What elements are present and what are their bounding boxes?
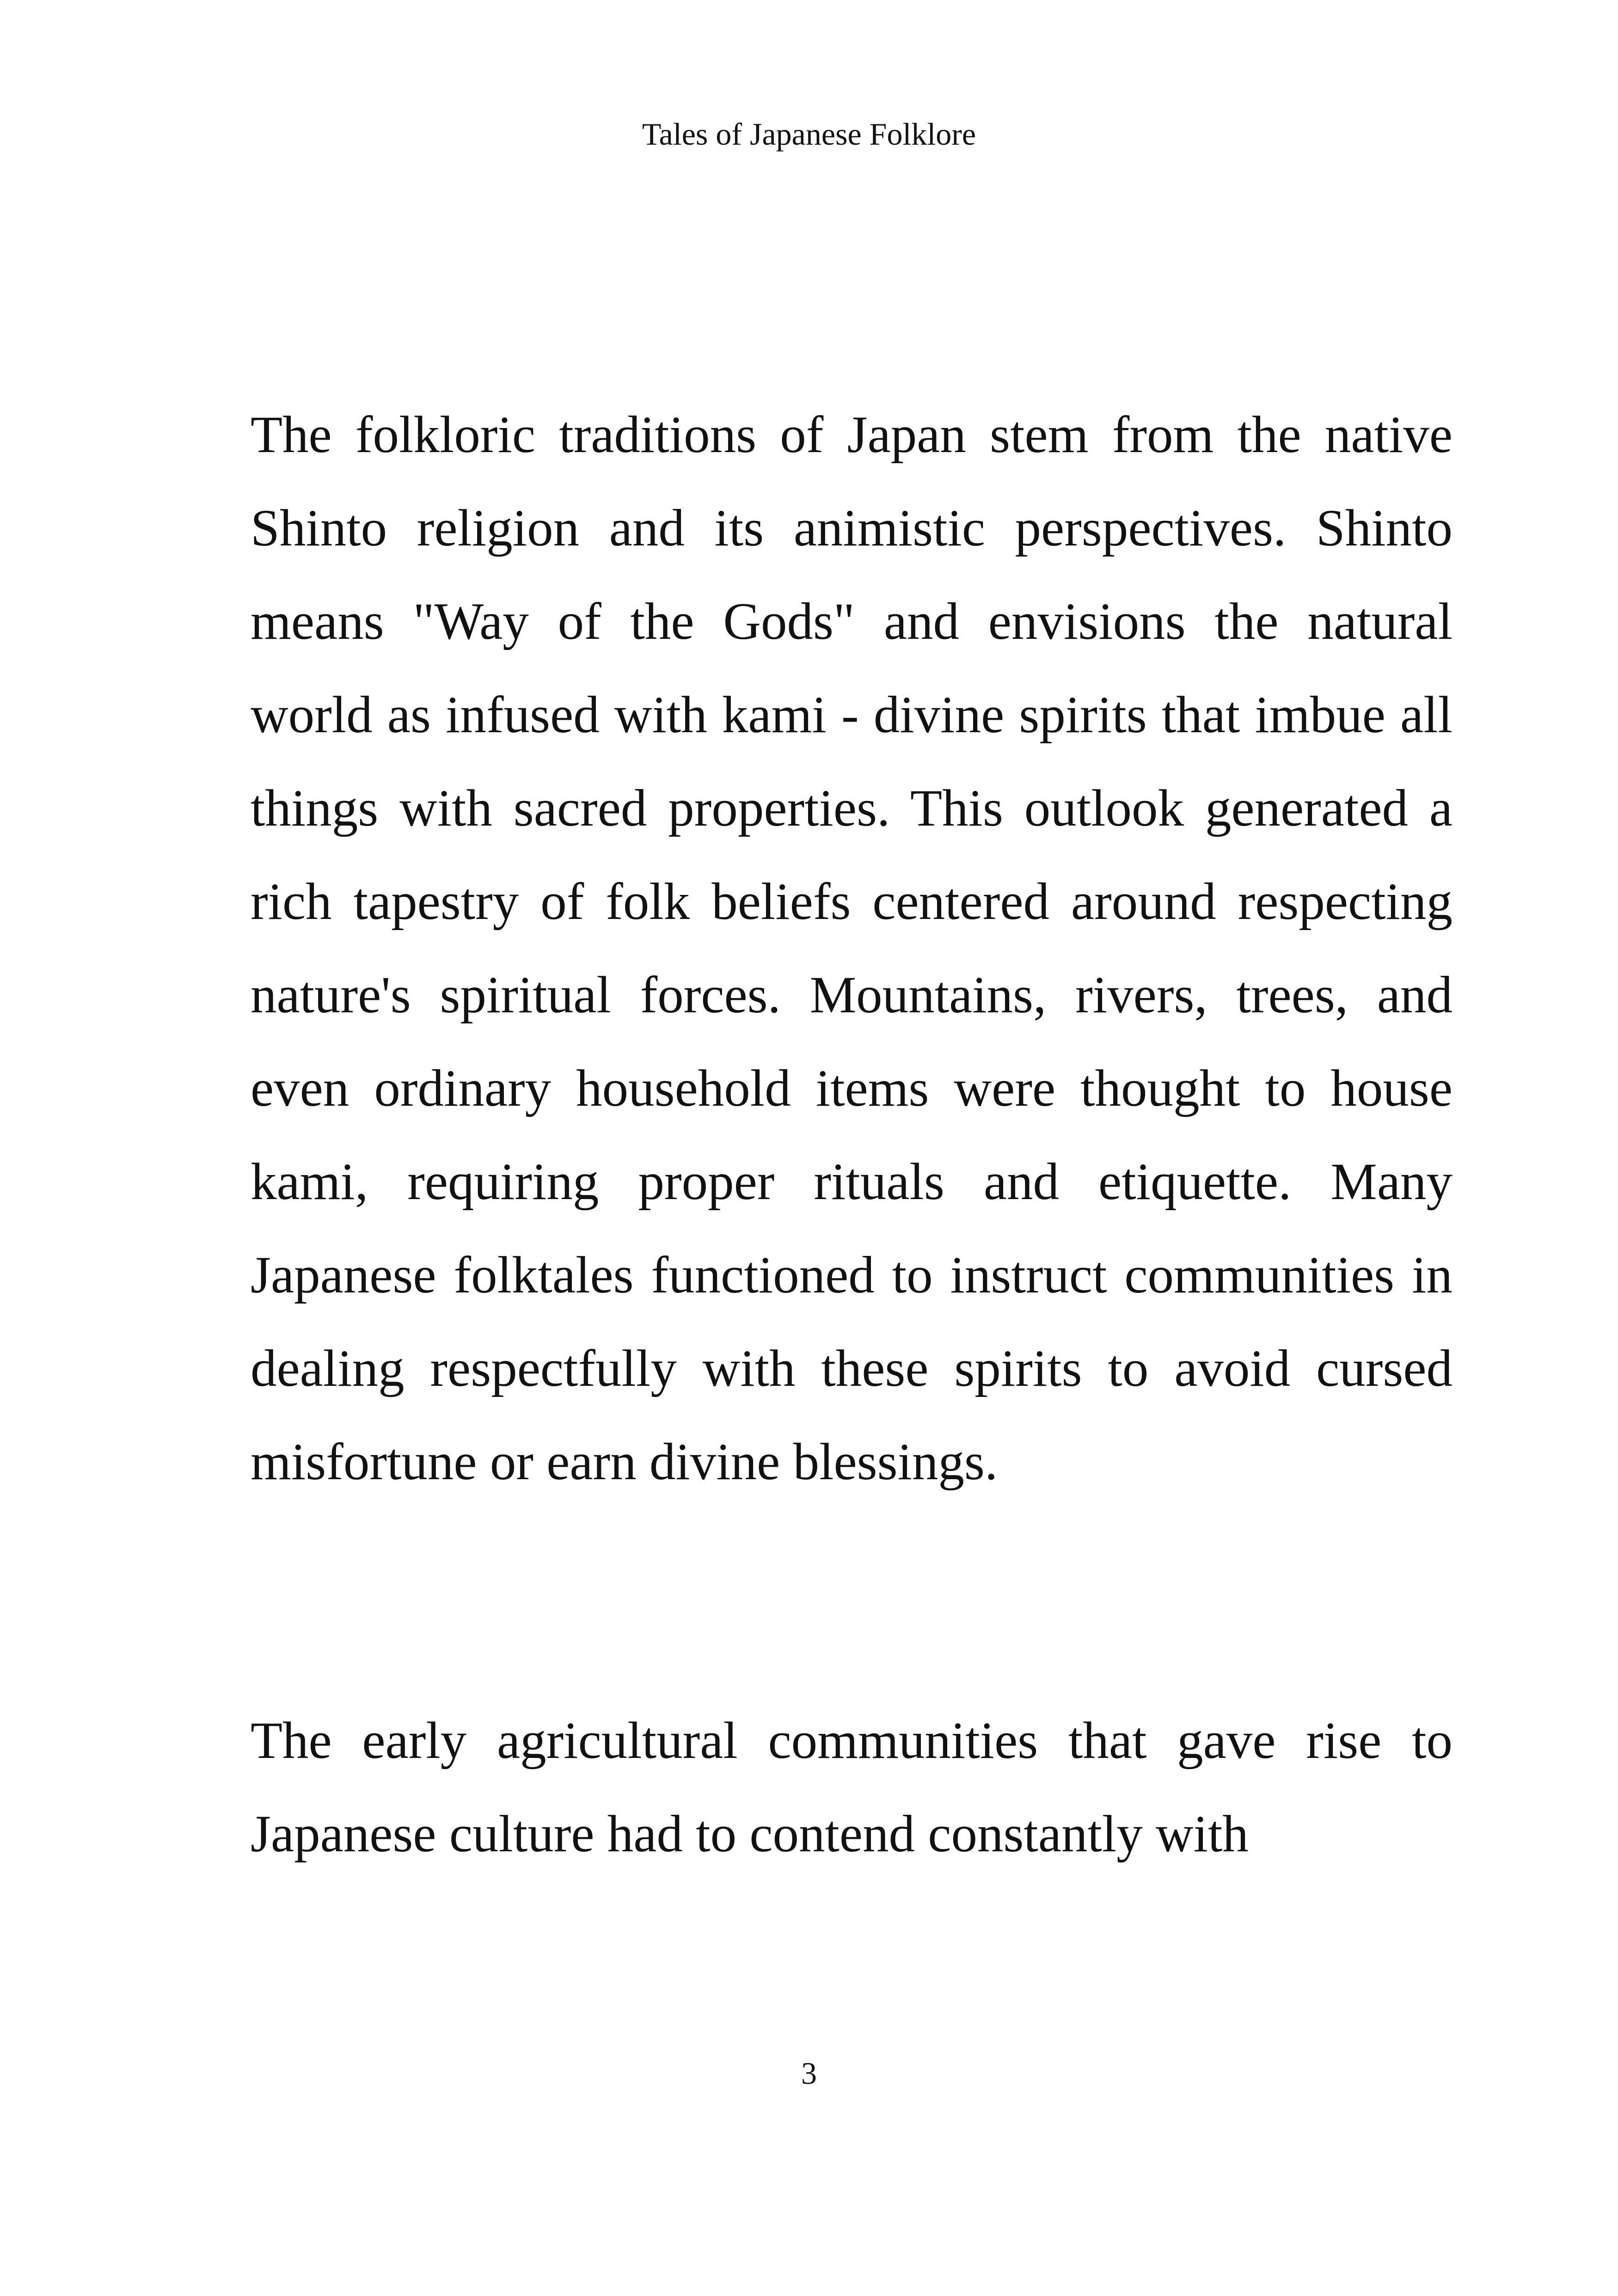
page-number: 3 [801,2056,817,2091]
body-paragraph: The folkloric traditions of Japan stem from the native Shinto religion and its animistic perspectives. Shinto means "Way of the Gods" and envisions the natural world as infused with kami - divine spirits that imbue all things with sacred properties. This outlook generated a rich tapestry of folk beliefs centered around respecting nature's spiritual forces. Mountains, rivers, trees, and even ordinary household items were thought to house kami, requiring proper rituals and etiquette. Many Japanese folktales functioned to instruct communities in dealing respectfully with these spirits to avoid cursed misfortune or earn divine blessings. [251,406,1453,1491]
running-header-title: Tales of Japanese Folklore [642,116,976,152]
body-paragraph: The early agricultural communities that gave rise to Japanese culture had to contend constantly with [251,1712,1453,1863]
